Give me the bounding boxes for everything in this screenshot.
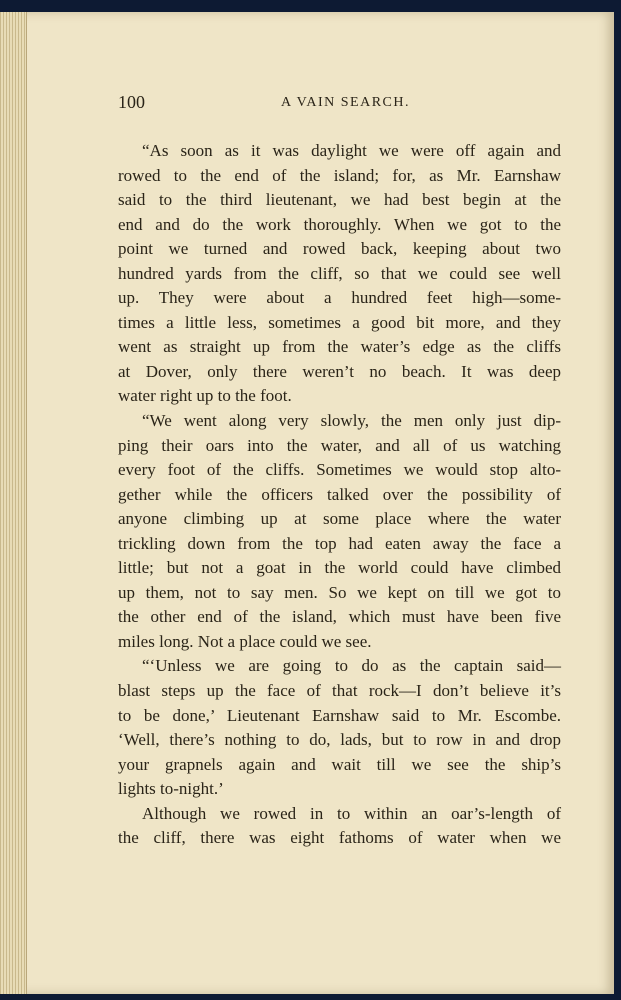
text-line: up. They were about a hundred feet high—some- [118, 288, 561, 308]
page-edges [0, 12, 27, 994]
text-line: times a little less, sometimes a good bit more, and they [118, 312, 561, 332]
body-text [118, 139, 561, 851]
text-line: the cliff, there was eight fathoms of water when we [118, 828, 561, 848]
text-line: ping their oars into the water, and all of us watching [118, 435, 561, 455]
text-line: “We went along very slowly, the men only just dip- [142, 411, 561, 431]
page-number: 100 [118, 92, 145, 112]
text-line: ‘Well, there’s nothing to do, lads, but to row in and drop [118, 730, 561, 750]
book-page [0, 12, 614, 994]
text-line: “‘Unless we are going to do as the captain said— [142, 656, 561, 676]
text-line: gether while the officers talked over the possibility of [118, 484, 561, 504]
text-line: water right up to the foot. [118, 386, 292, 406]
text-line: little; but not a goat in the world could have climbed [118, 558, 561, 578]
text-line: at Dover, only there weren’t no beach. It was deep [118, 361, 561, 381]
text-line: point we turned and rowed back, keeping about two [118, 239, 561, 259]
text-line: miles long. Not a place could we see. [118, 631, 372, 651]
text-line: up them, not to say men. So we kept on till we got to [118, 582, 561, 602]
text-line: Although we rowed in to within an oar’s-length of [142, 803, 561, 823]
text-line: lights to-night.’ [118, 779, 224, 799]
text-line: trickling down from the top had eaten away the face a [118, 533, 561, 553]
text-line: “As soon as it was daylight we were off again and [142, 141, 561, 160]
text-line: end and do the work thoroughly. When we got to the [118, 214, 561, 234]
text-line: went as straight up from the water’s edge as the cliffs [118, 337, 561, 357]
text-line: anyone climbing up at some place where the water [118, 509, 561, 529]
text-line: to be done,’ Lieutenant Earnshaw said to Mr. Escombe. [118, 705, 561, 725]
text-line: the other end of the island, which must have been five [118, 607, 561, 627]
text-line: said to the third lieutenant, we had best begin at the [118, 190, 561, 210]
text-line: rowed to the end of the island; for, as Mr. Earnshaw [118, 165, 561, 185]
page-header [118, 92, 573, 118]
text-line: every foot of the cliffs. Sometimes we would stop alto- [118, 460, 561, 480]
text-line: blast steps up the face of that rock—I don’t believe it’s [118, 681, 561, 701]
text-line: your grapnels again and wait till we see the ship’s [118, 754, 561, 774]
running-head: A VAIN SEARCH. [280, 95, 410, 110]
text-line: hundred yards from the cliff, so that we could see well [118, 263, 561, 283]
